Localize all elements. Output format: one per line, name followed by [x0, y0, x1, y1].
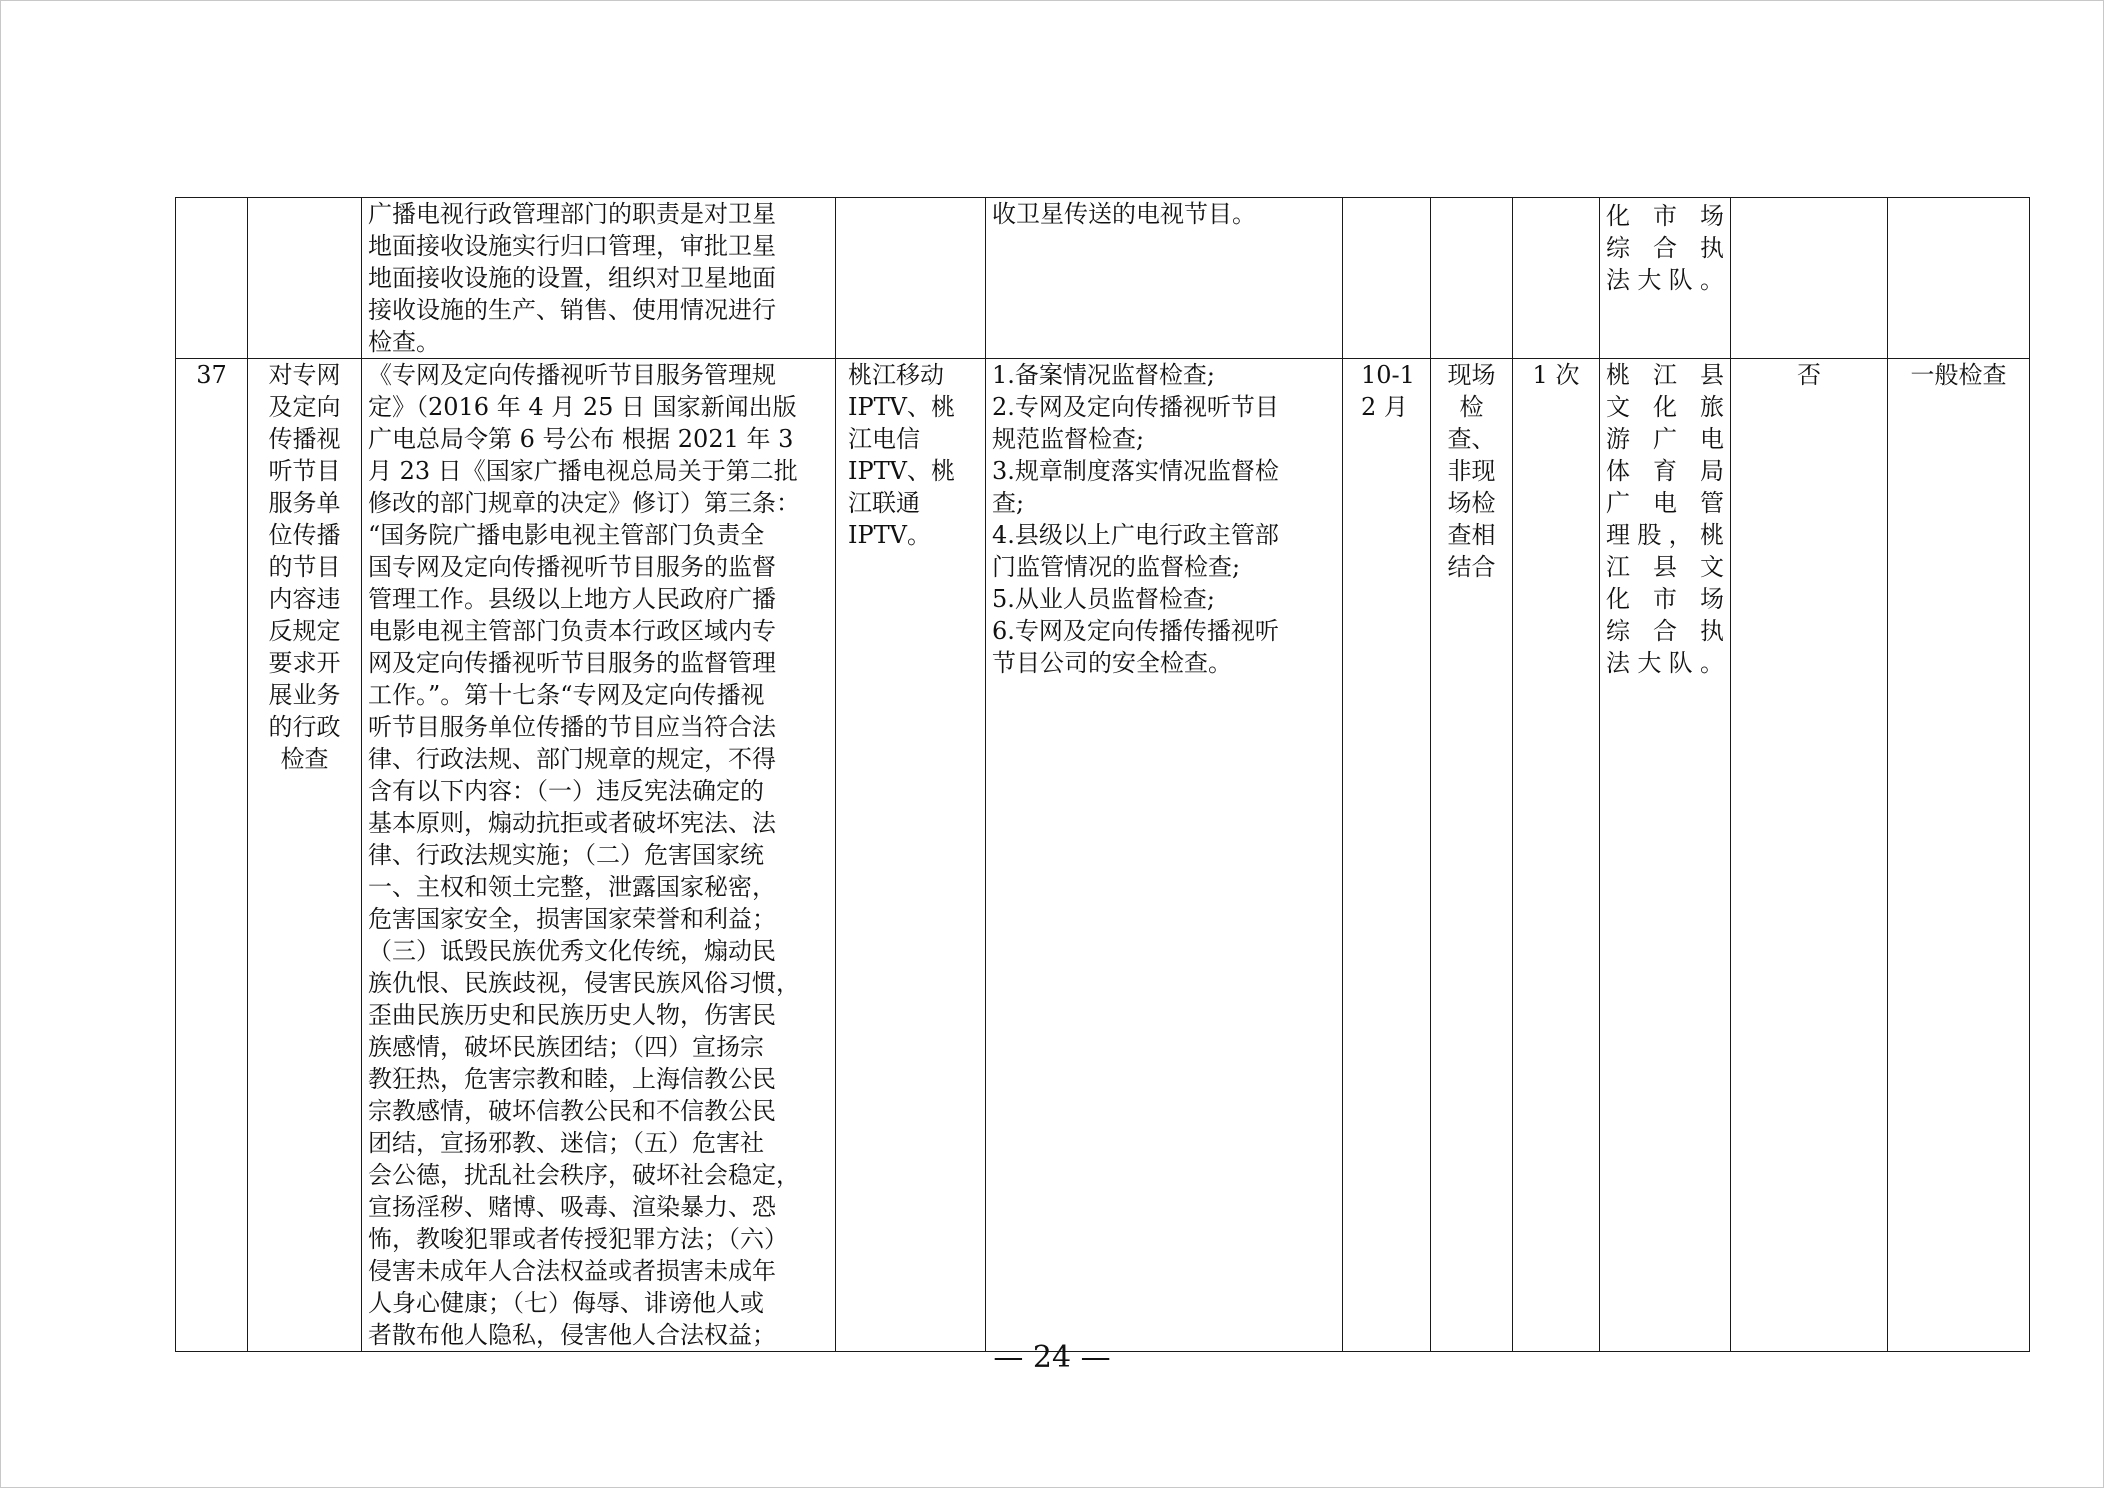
text-line: 电影电视主管部门负责本行政区域内专 [368, 617, 776, 645]
text-line: 展业务 [268, 681, 341, 709]
joint-cell: 否 [1731, 359, 1888, 1352]
text-line: 教狂热，危害宗教和睦，上海信教公民 [368, 1065, 776, 1093]
text-line: 地面接收设施的设置，组织对卫星地面 [368, 264, 776, 292]
legal-basis-cell [362, 359, 836, 1352]
check-content-cell [986, 198, 1343, 359]
text-line: 网及定向传播视听节目服务的监督管理 [368, 649, 776, 677]
org-cell [1600, 198, 1731, 359]
text-line: 1.备案情况监督检查; [992, 361, 1215, 389]
text-line: 者散布他人隐私，侵害他人合法权益； [368, 1321, 776, 1349]
text-line: 10-1 [1361, 361, 1415, 389]
text-line: 服务单 [268, 489, 341, 517]
inspection-table [175, 197, 2030, 1352]
text-line: 含有以下内容：（一）违反宪法确定的 [368, 777, 764, 805]
time-cell [1343, 198, 1431, 359]
text-line: 团结，宣扬邪教、迷信；（五）危害社 [368, 1129, 764, 1157]
row-number [176, 198, 248, 359]
text-line: 门监管情况的监督检查; [992, 553, 1241, 581]
text-line: 传播视 [268, 425, 341, 453]
text-line: 听节目服务单位传播的节目应当符合法 [368, 713, 776, 741]
text-line: 查相 [1447, 521, 1496, 549]
text-line: 规范监督检查; [992, 425, 1145, 453]
text-line: 管理工作。县级以上地方人民政府广播 [368, 585, 776, 613]
org-cell [1600, 359, 1731, 1352]
table-row [176, 198, 2030, 359]
text-line: 桃 江 县 [1606, 361, 1724, 389]
text-line: 3.规章制度落实情况监督检 [992, 457, 1279, 485]
text-line: 文 化 旅 [1606, 393, 1724, 421]
text-line: 化 市 场 [1606, 585, 1724, 613]
text-line: 基本原则，煽动抗拒或者破坏宪法、法 [368, 809, 776, 837]
text-line: 宣扬淫秽、赌博、吸毒、渲染暴力、恐 [368, 1193, 776, 1221]
text-line: 的节目 [268, 553, 341, 581]
text-line: 人身心健康；（七）侮辱、诽谤他人或 [368, 1289, 764, 1317]
method-cell [1431, 198, 1513, 359]
text-line: 体 育 局 [1606, 457, 1724, 485]
text-line: 6.专网及定向传播传播视听 [992, 617, 1279, 645]
text-line: 族仇恨、民族歧视，侵害民族风俗习惯， [368, 969, 800, 997]
method-cell [1431, 359, 1513, 1352]
text-line: 江电信 [848, 425, 920, 453]
text-line: 查; [992, 489, 1025, 517]
text-line: 怖，教唆犯罪或者传授犯罪方法；（六） [368, 1225, 788, 1253]
page-number: — 24 — [993, 1340, 1111, 1375]
item-name-cell [248, 198, 362, 359]
text-line: 法大队。 [1606, 649, 1724, 677]
check-content-cell [986, 359, 1343, 1352]
text-line: 歪曲民族历史和民族历史人物，伤害民 [368, 1001, 776, 1029]
text-line: IPTV、桃 [848, 393, 955, 421]
text-line: 及定向 [268, 393, 341, 421]
text-line: 律、行政法规实施；（二）危害国家统 [368, 841, 764, 869]
row-number: 37 [176, 359, 248, 1352]
text-line: 听节目 [268, 457, 341, 485]
text-line: 律、行政法规、部门规章的规定，不得 [368, 745, 776, 773]
text-line: 场检 [1447, 489, 1496, 517]
text-line: （三）诋毁民族优秀文化传统，煽动民 [368, 937, 776, 965]
text-line: 非现 [1447, 457, 1496, 485]
text-line: 4.县级以上广电行政主管部 [992, 521, 1279, 549]
text-line: 2 月 [1361, 393, 1408, 421]
text-line: 反规定 [268, 617, 341, 645]
text-line: 地面接收设施实行归口管理，审批卫星 [368, 232, 776, 260]
text-line: 国专网及定向传播视听节目服务的监督 [368, 553, 776, 581]
text-line: IPTV、桃 [848, 457, 955, 485]
text-line: IPTV。 [848, 521, 931, 549]
type-cell [1888, 198, 2030, 359]
text-line: 修改的部门规章的决定》修订）第三条： [368, 489, 800, 517]
text-line: 广播电视行政管理部门的职责是对卫星 [368, 200, 776, 228]
text-line: 理股，桃 [1606, 521, 1724, 549]
text-line: “国务院广播电影电视主管部门负责全 [368, 521, 765, 549]
text-line: 内容违 [268, 585, 341, 613]
text-line: 月 23 日《国家广播电视总局关于第二批 [368, 457, 798, 485]
text-line: 江 县 文 [1606, 553, 1724, 581]
text-line: 桃江移动 [848, 361, 944, 389]
text-line: 定》（2016 年 4 月 25 日 国家新闻出版 [368, 393, 797, 421]
legal-basis-cell [362, 198, 836, 359]
table-row [176, 359, 2030, 1352]
text-line: 收卫星传送的电视节目。 [992, 200, 1256, 228]
target-cell [836, 359, 986, 1352]
text-line: 一、主权和领土完整，泄露国家秘密， [368, 873, 776, 901]
text-line: 会公德，扰乱社会秩序，破坏社会稳定， [368, 1161, 800, 1189]
text-line: 族感情，破坏民族团结；（四）宣扬宗 [368, 1033, 764, 1061]
text-line: 法大队。 [1606, 266, 1724, 294]
text-line: 化 市 场 [1606, 202, 1724, 230]
text-line: 对专网 [268, 361, 341, 389]
text-line: 江联通 [848, 489, 920, 517]
time-cell [1343, 359, 1431, 1352]
text-line: 检查。 [368, 328, 440, 356]
text-line: 接收设施的生产、销售、使用情况进行 [368, 296, 776, 324]
text-line: 查、 [1447, 425, 1496, 453]
text-line: 结合 [1447, 553, 1496, 581]
text-line: 检查 [280, 745, 329, 773]
item-name-cell [248, 359, 362, 1352]
text-line: 5.从业人员监督检查; [992, 585, 1215, 613]
text-line: 综 合 执 [1606, 617, 1724, 645]
text-line: 宗教感情，破坏信教公民和不信教公民 [368, 1097, 776, 1125]
text-line: 检 [1459, 393, 1484, 421]
text-line: 侵害未成年人合法权益或者损害未成年 [368, 1257, 776, 1285]
text-line: 现场 [1447, 361, 1496, 389]
text-line: 的行政 [268, 713, 341, 741]
joint-cell [1731, 198, 1888, 359]
text-line: 2.专网及定向传播视听节目 [992, 393, 1279, 421]
text-line: 工作。”。第十七条“专网及定向传播视 [368, 681, 765, 709]
text-line: 危害国家安全，损害国家荣誉和利益； [368, 905, 776, 933]
type-cell: 一般检查 [1888, 359, 2030, 1352]
text-line: 位传播 [268, 521, 341, 549]
text-line: 要求开 [268, 649, 341, 677]
text-line: 《专网及定向传播视听节目服务管理规 [368, 361, 776, 389]
text-line: 综 合 执 [1606, 234, 1724, 262]
frequency-cell [1513, 198, 1600, 359]
frequency-cell: 1 次 [1513, 359, 1600, 1352]
text-line: 节目公司的安全检查。 [992, 649, 1232, 677]
text-line: 游 广 电 [1606, 425, 1724, 453]
text-line: 广 电 管 [1606, 489, 1724, 517]
text-line: 广电总局令第 6 号公布 根据 2021 年 3 [368, 425, 794, 453]
target-cell [836, 198, 986, 359]
